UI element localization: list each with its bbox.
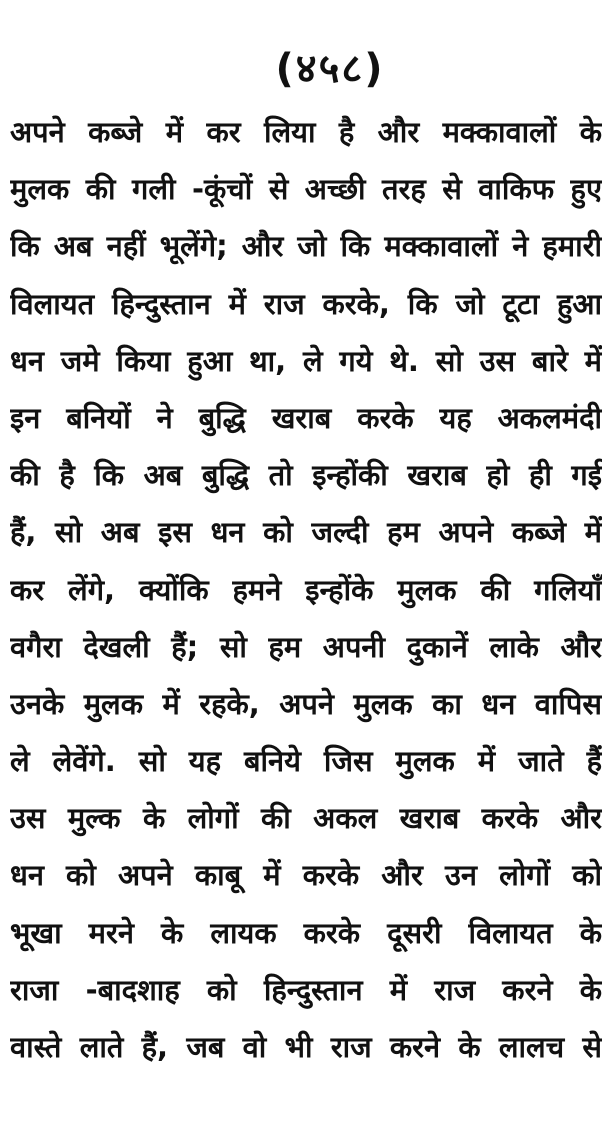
text-line: इन बनियों ने बुद्धि खराब करके यह अकलमंदी xyxy=(10,400,602,435)
text-line: मुलक की गली -कूंचों से अच्छी तरह से वाकिफ हुए xyxy=(10,172,602,207)
text-line: अपने कब्जे में कर लिया है और मक्कावालों के xyxy=(10,115,602,149)
text-line: की है कि अब बुद्धि तो इन्होंकी खराब हो ही गई xyxy=(10,458,602,493)
text-line: धन जमे किया हुआ था, ले गये थे. सो उस बारे में xyxy=(10,343,602,378)
text-line: भूखा मरने के लायक करके दूसरी विलायत के xyxy=(10,915,602,950)
page-number: (४५८) xyxy=(275,46,385,92)
text-line: उनके मुलक में रहके, अपने मुलक का धन वापिस xyxy=(10,686,602,721)
text-line: विलायत हिन्दुस्तान में राज करके, कि जो टूटा हुआ xyxy=(10,286,602,321)
text-line: हैं, सो अब इस धन को जल्दी हम अपने कब्जे में xyxy=(10,515,602,550)
text-line: कर लेंगे, क्योंकि हमने इन्होंके मुलक की गलियाँ xyxy=(10,572,602,607)
text-line: वगैरा देखली हैं; सो हम अपनी दुकानें लाके और xyxy=(10,629,602,664)
text-line: कि अब नहीं भूलेंगे; और जो कि मक्कावालों ने हमारी xyxy=(10,229,602,264)
text-line: ले लेवेंगे. सो यह बनिये जिस मुलक में जाते हैं xyxy=(10,744,602,779)
text-line: राजा -बादशाह को हिन्दुस्तान में राज करने के xyxy=(10,972,602,1007)
text-line: वास्ते लाते हैं, जब वो भी राज करने के लालच से xyxy=(10,1030,602,1064)
text-line: उस मुल्क के लोगों की अकल खराब करके और xyxy=(10,801,602,836)
text-line: धन को अपने काबू में करके और उन लोगों को xyxy=(10,858,602,893)
body-text xyxy=(10,104,602,1076)
